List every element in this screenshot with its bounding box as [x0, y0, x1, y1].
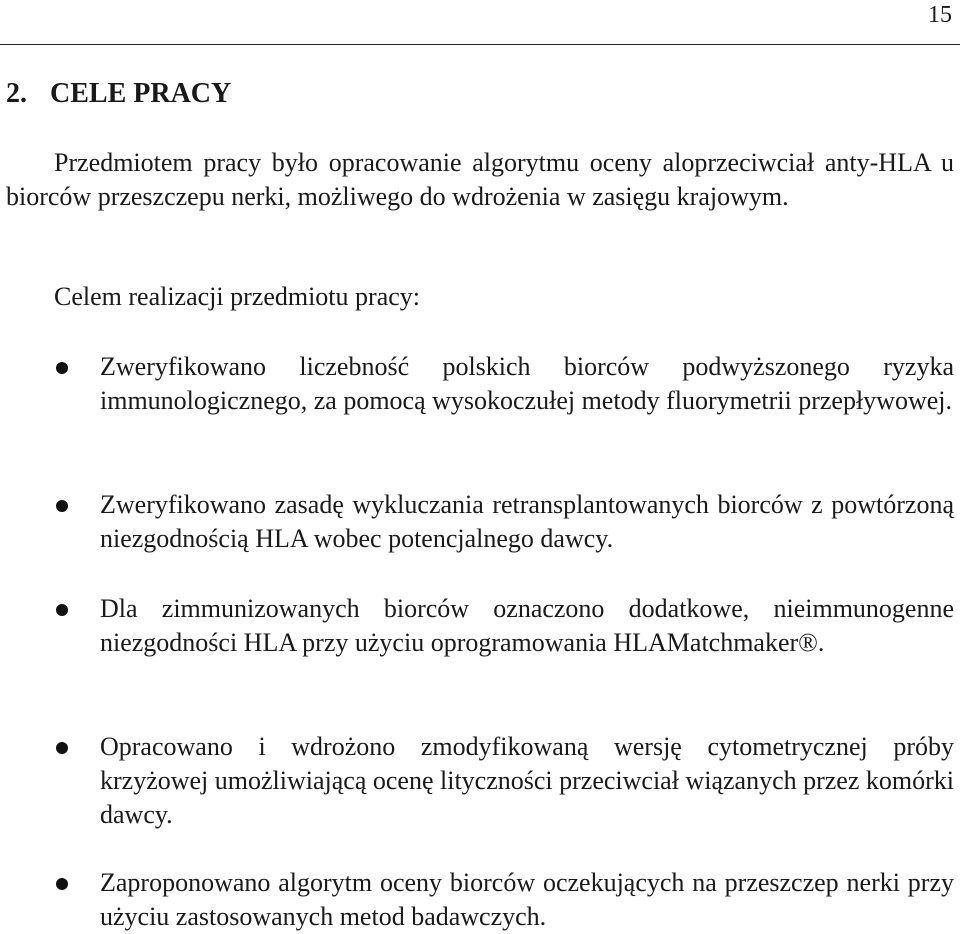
lead-sentence: Celem realizacji przedmiotu pracy: — [54, 282, 420, 311]
bullet-icon — [56, 500, 68, 512]
list-item-text: Zaproponowano algorytm oceny biorców oczekujących na przeszczep nerki przy użyciu zastosowanych metod badawczych. — [100, 868, 954, 931]
bullet-icon — [56, 878, 68, 890]
list-item-text: Zweryfikowano zasadę wykluczania retransplantowanych biorców z powtórzoną niezgodnością HLA wobec potencjalnego dawcy. — [100, 490, 954, 553]
list-item-text: Opracowano i wdrożono zmodyfikowaną wersję cytometrycznej próby krzyżowej umożliwiającą ocenę lityczności przeciwciał wiązanych przez komórki dawcy. — [100, 732, 954, 829]
intro-paragraph: Przedmiotem pracy było opracowanie algorytmu oceny aloprzeciwciał anty-HLA u biorców przeszczepu nerki, możliwego do wdrożenia w zasięgu krajowym. — [6, 148, 954, 211]
header-rule — [0, 44, 960, 45]
list-item-text: Dla zimmunizowanych biorców oznaczono dodatkowe, nieimmunogenne niezgodności HLA przy użyciu oprogramowania HLAMatchmaker®. — [100, 594, 954, 657]
bullet-icon — [56, 742, 68, 754]
section-number: 2. — [6, 78, 27, 109]
section-heading — [6, 78, 231, 110]
list-item-text: Zweryfikowano liczebność polskich biorców podwyższonego ryzyka immunologicznego, za pomocą wysokoczułej metody fluorymetrii przepływowej. — [100, 352, 954, 415]
page-number: 15 — [928, 2, 952, 28]
section-title: CELE PRACY — [50, 78, 232, 109]
bullet-icon — [56, 604, 68, 616]
bullet-icon — [56, 362, 68, 374]
